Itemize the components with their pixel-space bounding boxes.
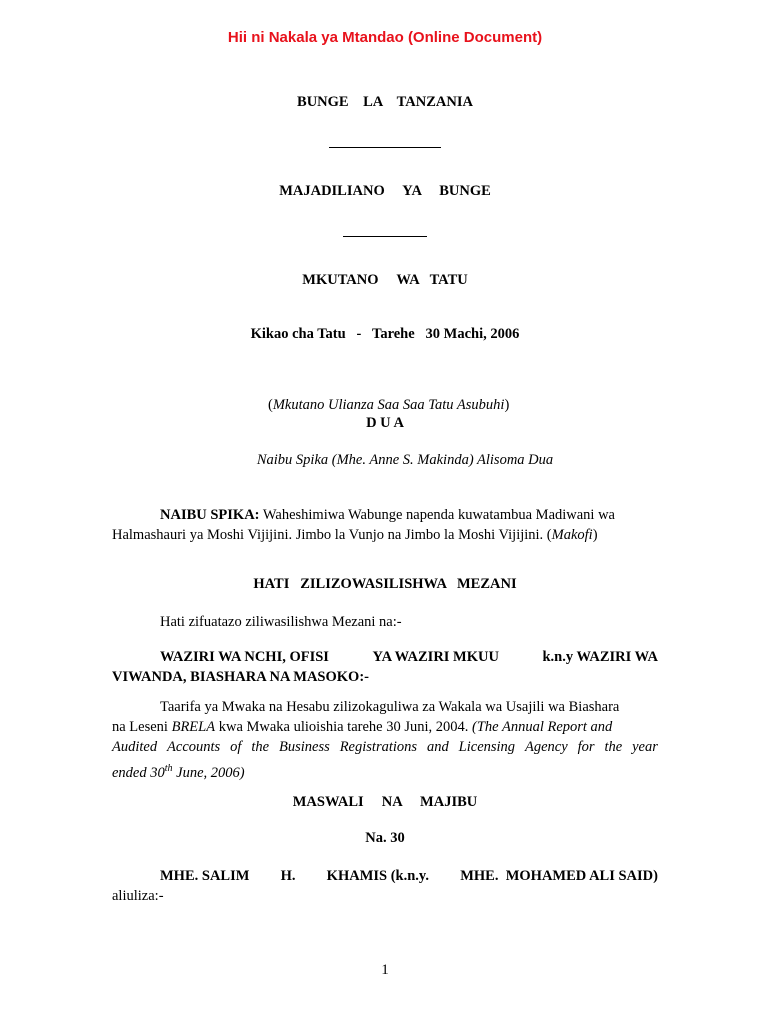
asker-part-3: KHAMIS (k.n.y.: [326, 868, 430, 884]
speaker-applause: Makofi: [551, 527, 593, 543]
report-block: [112, 697, 658, 783]
report-line-3: Audited Accounts of the Business Registrations and Licensing Agency for the year: [112, 739, 658, 755]
asker-block: [112, 866, 658, 906]
minister-part-1: WAZIRI WA NCHI, OFISI: [160, 649, 329, 665]
session-date: Kikao cha Tatu - Tarehe 30 Machi, 2006: [250, 326, 520, 342]
opening-paren-open: (: [267, 397, 273, 413]
speaker-close: ): [592, 527, 598, 543]
online-document-banner: Hii ni Nakala ya Mtandao (Online Document): [227, 29, 543, 46]
opening-time-text: Mkutano Ulianza Saa Saa Tatu Asubuhi: [272, 397, 505, 413]
report-line-1: Taarifa ya Mwaka na Hesabu zilizokaguliwa za Wakala wa Usajili wa Biashara: [160, 699, 620, 715]
opening-time: [0, 380, 770, 414]
speaker-text-2: Halmashauri ya Moshi Vijijini. Jimbo la Vunjo na Jimbo la Moshi Vijijini. (: [112, 527, 552, 543]
report-line-2-italic: (The Annual Report and: [472, 719, 613, 735]
divider-rule-2: [343, 236, 427, 237]
question-number: Na. 30: [365, 830, 405, 846]
divider-rule-1: [329, 147, 441, 148]
prayer-line: Naibu Spika (Mhe. Anne S. Makinda) Alisoma Dua: [256, 452, 554, 468]
minister-part-2: YA WAZIRI MKUU: [372, 649, 499, 665]
asker-part-2: H.: [280, 868, 296, 884]
asker-line-2: aliuliza:-: [112, 888, 164, 904]
debates-title: MAJADILIANO YA BUNGE: [279, 183, 491, 199]
papers-intro: Hati zifuatazo ziliwasilishwa Mezani na:-: [160, 614, 402, 630]
report-line-2-mid: kwa Mwaka ulioishia tarehe 30 Juni, 2004.: [215, 719, 473, 735]
parliament-title: BUNGE LA TANZANIA: [297, 94, 473, 110]
minister-line-2: VIWANDA, BIASHARA NA MASOKO:-: [112, 669, 369, 685]
speaker-label: NAIBU SPIKA:: [160, 507, 260, 523]
papers-heading: HATI ZILIZOWASILISHWA MEZANI: [253, 576, 517, 592]
opening-paren-close: ): [504, 397, 510, 413]
report-line-2-prefix: na Leseni: [112, 719, 172, 735]
minister-part-3: k.n.y WAZIRI WA: [542, 649, 658, 665]
speaker-note: [112, 505, 658, 545]
minister-block: [112, 647, 658, 687]
report-brela: BRELA: [171, 719, 216, 735]
meeting-title: MKUTANO WA TATU: [302, 272, 468, 288]
qa-heading: MASWALI NA MAJIBU: [292, 794, 478, 810]
speaker-text-1: Waheshimiwa Wabunge napenda kuwatambua Madiwani wa: [259, 507, 615, 523]
asker-part-1: MHE. SALIM: [160, 868, 250, 884]
prayer-heading: D U A: [366, 415, 404, 431]
page-number: 1: [381, 962, 389, 978]
asker-part-4: MHE. MOHAMED ALI SAID): [460, 868, 658, 884]
report-line-4: ended 30th June, 2006): [112, 763, 245, 781]
